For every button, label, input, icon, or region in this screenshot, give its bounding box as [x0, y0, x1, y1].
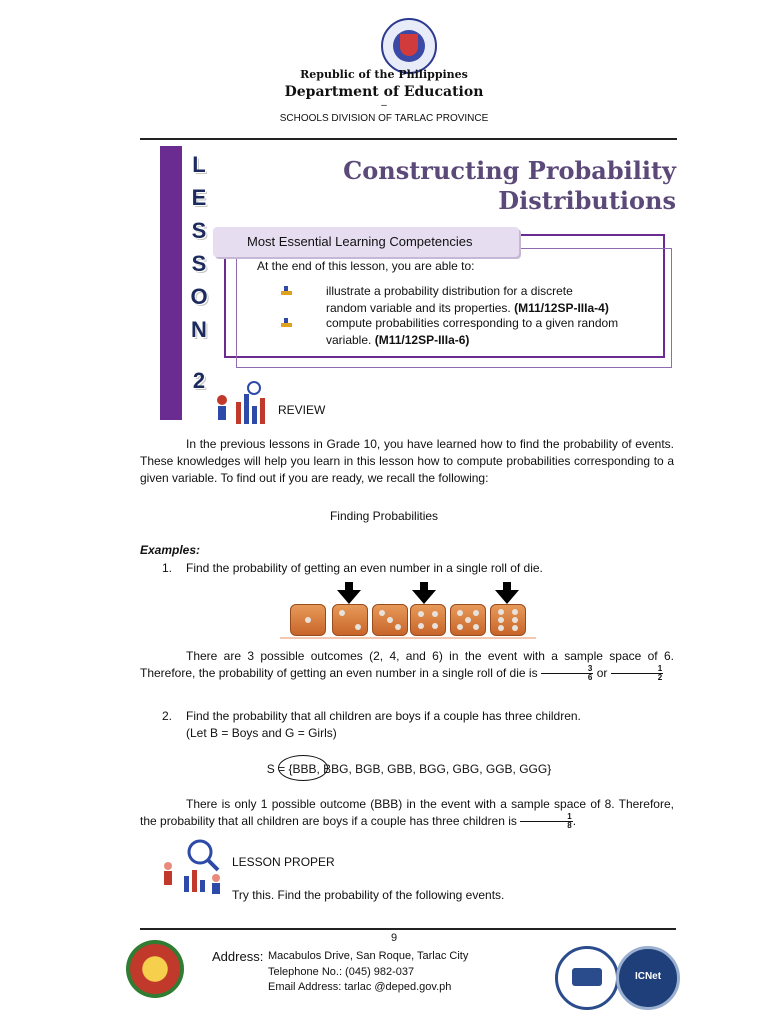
address-label: Address:	[212, 949, 264, 964]
bullet-pin-icon	[281, 317, 293, 329]
lesson-number: L E S S O N 2	[190, 152, 208, 393]
header-dash: –	[381, 100, 387, 111]
mec-item-2: compute probabilities corresponding to a given random variable. (M11/12SP-IIIa-6)	[326, 316, 619, 347]
republic-line: Republic of the Philippines	[300, 68, 468, 81]
example-2-answer: There is only 1 possible outcome (BBB) in the event with a sample space of 8. Therefore, the probability that all children are boys if a couple has three children is $\frac{1}{8}$ .	[140, 797, 674, 831]
examples-label: Examples:	[140, 543, 201, 557]
sample-space: S = {BBB, BBG, BGB, GBB, BGG, GBG, GGB, GGG}	[266, 762, 552, 776]
example-1-number: 1.	[162, 561, 173, 575]
example-1-question: Find the probability of getting an even number in a single roll of die.	[186, 561, 543, 575]
mec-heading: Most Essential Learning Competencies	[247, 234, 473, 249]
example-2-note: (Let B = Boys and G = Girls)	[186, 726, 337, 740]
iso-certification-icon	[555, 946, 619, 1010]
page-number: 9	[390, 932, 398, 944]
fraction-3-6: $\frac{3}{6}$	[541, 665, 593, 682]
review-label: REVIEW	[278, 403, 326, 417]
die-5	[450, 604, 486, 636]
die-1	[290, 604, 326, 636]
fraction-1-8: $\frac{1}{8}$	[520, 813, 572, 830]
die-3	[372, 604, 408, 636]
lesson-proper-text: Try this. Find the probability of the following events.	[232, 888, 505, 902]
mec-item-1: illustrate a probability distribution for a discrete random variable and its properties. (M11/12SP-IIIa-4)	[326, 284, 609, 315]
finding-probabilities-heading: Finding Probabilities	[329, 509, 439, 523]
fraction-1-2: $\frac{1}{2}$	[611, 665, 663, 682]
die-2	[332, 604, 368, 636]
deped-seal-icon	[381, 18, 437, 74]
lesson-proper-label: LESSON PROPER	[232, 855, 335, 869]
header-rule	[140, 138, 677, 140]
lesson-title: Constructing Probability Distributions	[343, 156, 676, 215]
mec-intro: At the end of this lesson, you are able to:	[257, 259, 475, 273]
lesson-sidebar	[160, 146, 182, 420]
review-paragraph: In the previous lessons in Grade 10, you have learned how to find the probability of events. These knowledges will help you learn in this lesson how to compute probabilities corresponding to a given variable. To find out if you are ready, we recall the following:	[140, 437, 674, 485]
die-4	[410, 604, 446, 636]
footer-rule	[140, 928, 676, 930]
division-line: SCHOOLS DIVISION OF TARLAC PROVINCE	[279, 113, 489, 124]
example-2-number: 2.	[162, 709, 173, 723]
die-6	[490, 604, 526, 636]
lesson-proper-illustration-icon	[160, 838, 226, 896]
bullet-pin-icon	[281, 285, 293, 297]
icnet-certification-icon: ICNet	[616, 946, 680, 1010]
email-text: Email Address: tarlac @deped.gov.ph	[268, 981, 452, 993]
address-text: Macabulos Drive, San Roque, Tarlac City	[268, 950, 469, 962]
telephone-text: Telephone No.: (045) 982-037	[268, 966, 415, 978]
example-1-answer: There are 3 possible outcomes (2, 4, and 6) in the event with a sample space of 6. Therefore, the probability of getting an even number in a single roll of die is $\frac{3}{6}$ or $\frac{1}{2}$	[140, 649, 674, 683]
division-seal-icon	[126, 940, 184, 998]
review-illustration-icon	[212, 380, 270, 430]
department-line: Department of Education	[284, 84, 484, 100]
bbb-highlight-circle	[278, 755, 328, 781]
example-2-question: Find the probability that all children are boys if a couple has three children.	[186, 709, 581, 723]
